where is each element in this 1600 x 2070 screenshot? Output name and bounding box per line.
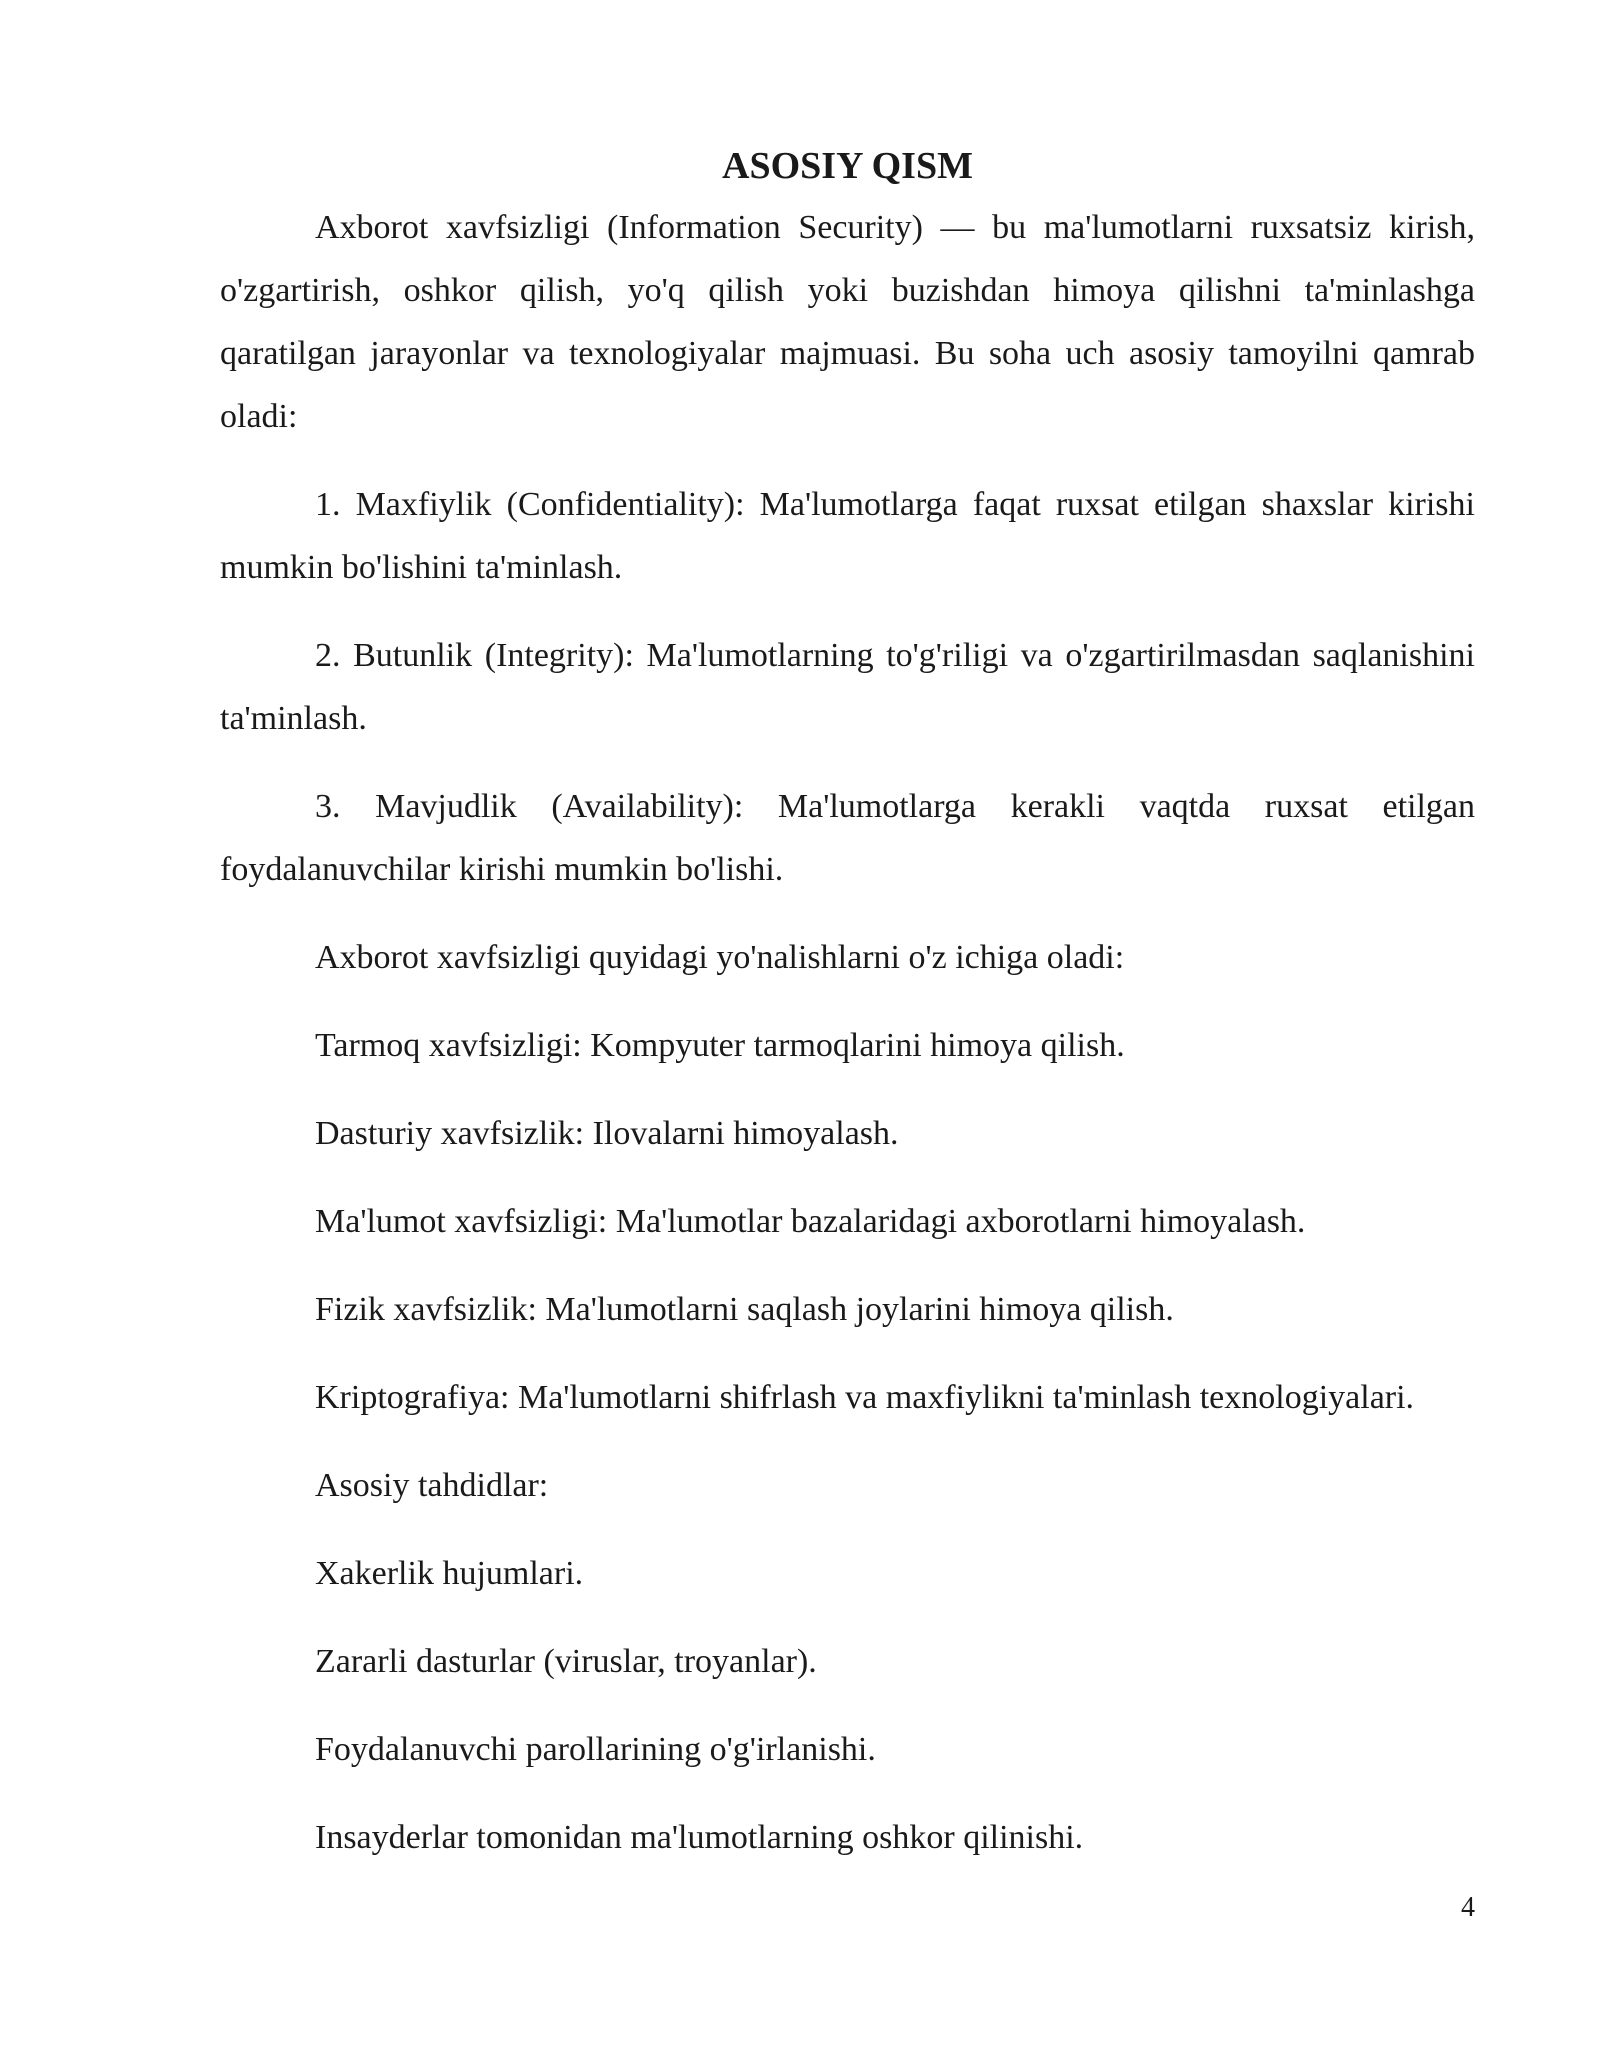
- direction-item-data: Ma'lumot xavfsizligi: Ma'lumotlar bazalaridagi axborotlarni himoyalash.: [315, 1203, 1306, 1240]
- threat-item-malware: Zararli dasturlar (viruslar, troyanlar).: [315, 1643, 817, 1680]
- principle-availability: 3. Mavjudlik (Availability): Ma'lumotlarga kerakli vaqtda ruxsat etilgan foydalanuvchilar kirishi mumkin bo'lishi.: [220, 788, 1475, 888]
- threats-heading: Asosiy tahdidlar:: [315, 1467, 549, 1504]
- document-body: [220, 140, 1475, 1869]
- section-title: ASOSIY QISM: [722, 145, 973, 187]
- threat-item-password-theft: Foydalanuvchi parollarining o'g'irlanishi.: [315, 1731, 876, 1768]
- directions-heading: Axborot xavfsizligi quyidagi yo'nalishlarni o'z ichiga oladi:: [315, 939, 1125, 976]
- direction-item-network: Tarmoq xavfsizligi: Kompyuter tarmoqlarini himoya qilish.: [315, 1027, 1125, 1064]
- direction-item-software: Dasturiy xavfsizlik: Ilovalarni himoyalash.: [315, 1115, 899, 1152]
- principle-integrity: 2. Butunlik (Integrity): Ma'lumotlarning to'g'riligi va o'zgartirilmasdan saqlanishini ta'minlash.: [220, 637, 1475, 737]
- direction-item-physical: Fizik xavfsizlik: Ma'lumotlarni saqlash joylarini himoya qilish.: [315, 1291, 1174, 1328]
- intro-paragraph: Axborot xavfsizligi (Information Security) — bu ma'lumotlarni ruxsatsiz kirish, o'zgartirish, oshkor qilish, yo'q qilish yoki buzishdan himoya qilishni ta'minlashga qaratilgan jarayonlar va texnologiyalar majmuasi. Bu soha uch asosiy tamoyilni qamrab oladi:: [220, 209, 1475, 435]
- threat-item-hacking: Xakerlik hujumlari.: [315, 1555, 584, 1592]
- principle-confidentiality: 1. Maxfiylik (Confidentiality): Ma'lumotlarga faqat ruxsat etilgan shaxslar kirishi mumkin bo'lishini ta'minlash.: [220, 486, 1475, 586]
- page-number: 4: [1461, 1892, 1475, 1923]
- threat-item-insider: Insayderlar tomonidan ma'lumotlarning oshkor qilinishi.: [315, 1819, 1084, 1856]
- direction-item-cryptography: Kriptografiya: Ma'lumotlarni shifrlash va maxfiylikni ta'minlash texnologiyalari.: [315, 1379, 1415, 1416]
